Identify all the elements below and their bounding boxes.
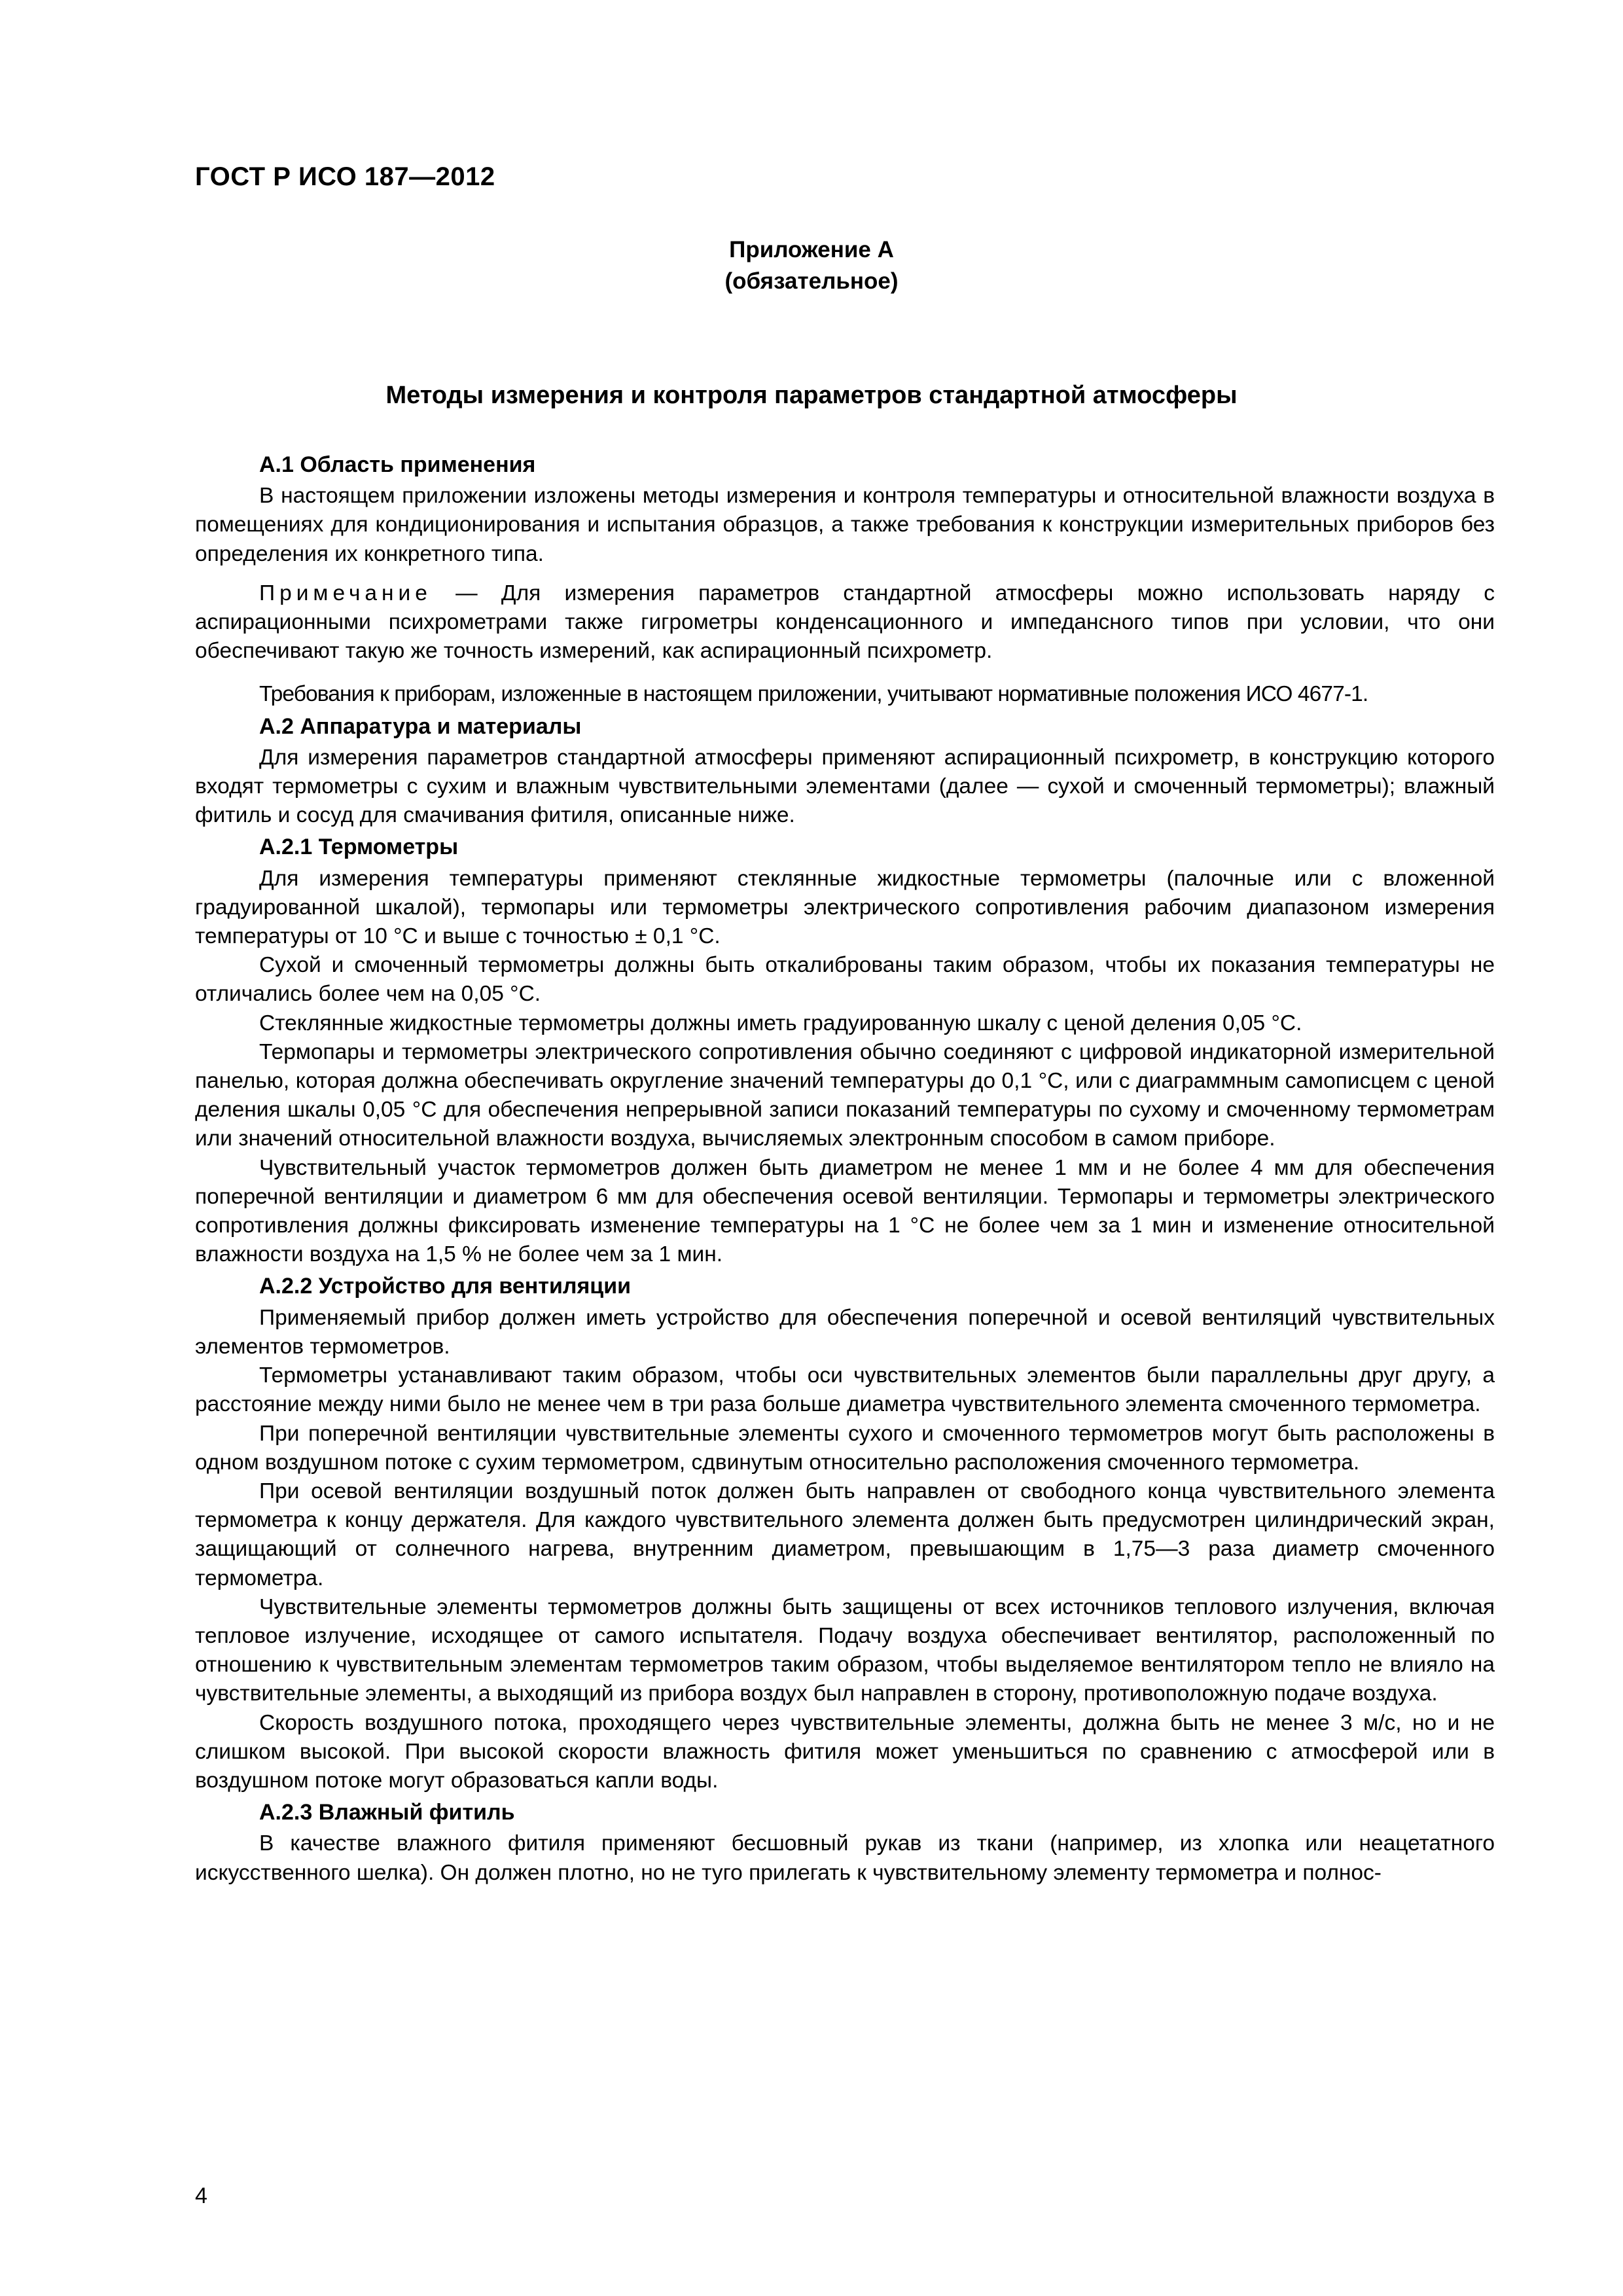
paragraph: Скорость воздушного потока, проходящего через чувствительные элементы, должна быть не менее 3 м/с, но и не слишком высокой. При высокой скорости влажность фитиля может уменьшиться по сравнению с атмосферой или в воздушном потоке могут образоваться капли воды. <box>195 1710 1495 1793</box>
paragraph: Термопары и термометры электрического сопротивления обычно соединяют с цифровой индикаторной измерительной панелью, которая должна обеспечивать округление значений температуры до 0,1 °С, или с диаграммным самописцем с ценой деления шкалы 0,05 °С для обеспечения непрерывной записи показаний температуры по сухому и смоченному термометрам или значений относительной влажности воздуха, вычисляемых электронным способом в самом приборе. <box>195 1039 1495 1151</box>
page-number: 4 <box>195 2183 207 2208</box>
paragraph: При осевой вентиляции воздушный поток должен быть направлен от свободного конца чувствительного элемента термометра к концу держателя. Для каждого чувствительного элемента должен быть предусмотрен цилиндрический экран, защищающий от солнечного нагрева, внутренним диаметром, превышающим в 1,75—3 раза диаметр смоченного термометра. <box>195 1479 1495 1590</box>
paragraph: Сухой и смоченный термометры должны быть откалиброваны таким образом, чтобы их показания температуры не отличались более чем на 0,05 °С. <box>195 953 1495 1007</box>
note-paragraph <box>195 579 1495 666</box>
paragraph: При поперечной вентиляции чувствительные элементы сухого и смоченного термометров могут быть расположены в одном воздушном потоке с сухим термометром, сдвинутым относительно расположения смоченного термометра. <box>195 1421 1495 1475</box>
paragraph: Требования к приборам, изложенные в настоящем приложении, учитывают нормативные положения ИСО 4677-1. <box>259 682 1368 707</box>
paragraph: В настоящем приложении изложены методы измерения и контроля температуры и относительной влажности воздуха в помещениях для кондиционирования и испытания образцов, а также требования к конструкции измерительных приборов без определения их конкретного типа. <box>195 484 1495 566</box>
paragraph: Применяемый прибор должен иметь устройство для обеспечения поперечной и осевой вентиляций чувствительных элементов термометров. <box>195 1305 1495 1359</box>
paragraph: Стеклянные жидкостные термометры должны иметь градуированную шкалу с ценой деления 0,05 °С. <box>259 1011 1302 1035</box>
document-code: ГОСТ Р ИСО 187—2012 <box>195 162 495 191</box>
annex-title: Методы измерения и контроля параметров стандартной атмосферы <box>385 382 1238 409</box>
section-heading-a22: А.2.2 Устройство для вентиляции <box>259 1274 632 1299</box>
paragraph: Чувствительные элементы термометров должны быть защищены от всех источников теплового излучения, включая тепловое излучение, исходящее от самого испытателя. Подачу воздуха обеспечивает вентилятор, расположенный по отношению к чувствительным элементам термометров таким образом, чтобы выделяемое вентилятором тепло не влияло на чувствительные элементы, а выходящий из прибора воздух был направлен в сторону, противоположную подаче воздуха. <box>195 1594 1495 1706</box>
section-heading-a21: А.2.1 Термометры <box>259 834 459 860</box>
paragraph: Чувствительный участок термометров должен быть диаметром не менее 1 мм и не более 4 мм для обеспечения поперечной вентиляции и диаметром 6 мм для обеспечения осевой вентиляции. Термопары и термометры электрического сопротивления должны фиксировать изменение температуры на 1 °С не более чем за 1 мин и изменение относительной влажности воздуха на 1,5 % не более чем за 1 мин. <box>195 1155 1495 1267</box>
note-label: Примечание <box>259 581 432 605</box>
paragraph: Для измерения температуры применяют стеклянные жидкостные термометры (палочные или с вложенной градуированной шкалой), термопары или термометры электрического сопротивления рабочим диапазоном измерения температуры от 10 °С и выше с точностью ± 0,1 °С. <box>195 866 1495 949</box>
annex-header <box>0 234 1623 297</box>
document-body <box>195 448 1495 1888</box>
paragraph: В качестве влажного фитиля применяют бесшовный рукав из ткани (например, из хлопка или неацетатного искусственного шелка). Он должен плотно, но не туго прилегать к чувствительному элементу термометра и полнос- <box>195 1831 1495 1885</box>
section-heading-a2: А.2 Аппаратура и материалы <box>259 713 582 739</box>
annex-status: (обязательное) <box>724 268 899 294</box>
paragraph: Термометры устанавливают таким образом, чтобы оси чувствительных элементов были параллельны друг другу, а расстояние между ними было не менее чем в три раза больше диаметра чувствительного элемента смоченного термометра. <box>195 1363 1495 1417</box>
paragraph: Для измерения параметров стандартной атмосферы применяют аспирационный психрометр, в конструкцию которого входят термометры с сухим и влажным чувствительными элементами (далее — сухой и смоченный термометры); влажный фитиль и сосуд для смачивания фитиля, описанные ниже. <box>195 745 1495 828</box>
section-heading-a1: А.1 Область применения <box>259 452 536 477</box>
annex-label: Приложение А <box>729 237 894 262</box>
note-text: — Для измерения параметров стандартной атмосферы можно использовать наряду с аспирационными психрометрами также гигрометры конденсационного и импедансного типов при условии, что они обеспечивают такую же точность измерений, как аспирационный психрометр. <box>195 581 1495 664</box>
section-heading-a23: А.2.3 Влажный фитиль <box>259 1800 515 1825</box>
